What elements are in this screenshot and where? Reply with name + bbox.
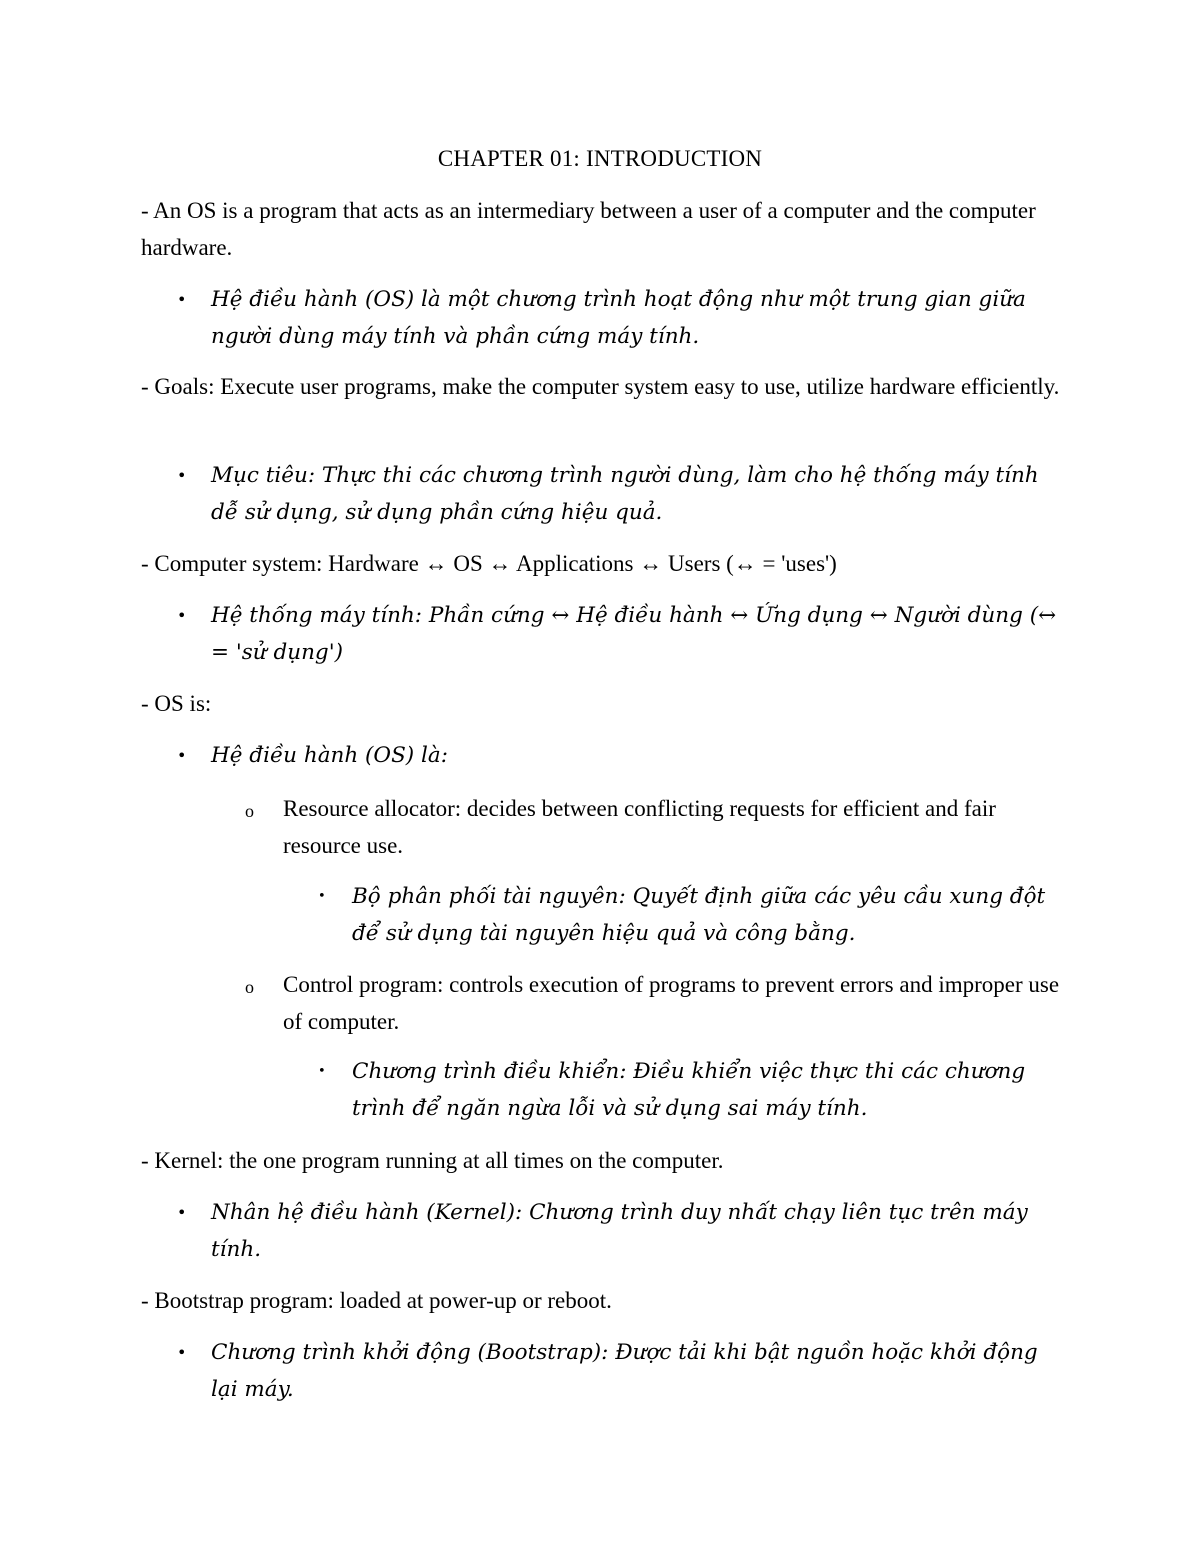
bullet-os-is-vi bbox=[177, 737, 1071, 774]
bullet-dot-icon: • bbox=[318, 889, 326, 904]
bullet-dot-icon: • bbox=[177, 1343, 187, 1362]
bullet-control-program-vi bbox=[318, 1053, 1072, 1127]
bullet-text: Hệ điều hành (OS) là một chương trình hoạt động như một trung gian giữa người dùng máy tính và phần cứng máy tính. bbox=[211, 287, 1026, 349]
bullet-text: Bộ phân phối tài nguyên: Quyết định giữa các yêu cầu xung đột để sử dụng tài nguyên hiệu quả và công bằng. bbox=[352, 884, 1046, 946]
bullet-kernel-vi bbox=[177, 1194, 1071, 1268]
bullet-text: Hệ thống máy tính: Phần cứng ↔ Hệ điều hành ↔ Ứng dụng ↔ Người dùng (↔ = 'sử dụng') bbox=[211, 603, 1057, 665]
paragraph-bootstrap: - Bootstrap program: loaded at power-up or reboot. bbox=[141, 1288, 612, 1313]
bullet-text: Chương trình khởi động (Bootstrap): Được tải khi bật nguồn hoặc khởi động lại máy. bbox=[211, 1340, 1038, 1402]
bullet-dot-icon: • bbox=[177, 606, 187, 625]
sub-item-resource-allocator bbox=[245, 790, 1073, 864]
bullet-text: Mục tiêu: Thực thi các chương trình người dùng, làm cho hệ thống máy tính dễ sử dụng, sử dụng phần cứng hiệu quả. bbox=[211, 463, 1039, 525]
bullet-text: Nhân hệ điều hành (Kernel): Chương trình duy nhất chạy liên tục trên máy tính. bbox=[211, 1200, 1028, 1262]
bullet-goals-vi bbox=[177, 457, 1071, 531]
bullet-dot-icon: • bbox=[177, 290, 187, 309]
bullet-computer-system-vi bbox=[177, 597, 1071, 671]
paragraph-kernel: - Kernel: the one program running at all times on the computer. bbox=[141, 1148, 724, 1173]
sub-item-text: Control program: controls execution of programs to prevent errors and improper use of computer. bbox=[283, 972, 1060, 1034]
sub-item-text: Resource allocator: decides between conflicting requests for efficient and fair resource use. bbox=[283, 796, 996, 858]
bullet-dot-icon: • bbox=[177, 746, 187, 765]
paragraph-os-definition: - An OS is a program that acts as an intermediary between a user of a computer and the computer hardware. bbox=[141, 198, 1036, 260]
bullet-dot-icon: • bbox=[177, 1203, 187, 1222]
circle-bullet-icon: o bbox=[245, 977, 254, 997]
bullet-bootstrap-vi bbox=[177, 1334, 1071, 1408]
sub-item-control-program bbox=[245, 966, 1073, 1040]
bullet-dot-icon: • bbox=[177, 466, 187, 485]
circle-bullet-icon: o bbox=[245, 801, 254, 821]
paragraph-os-is: - OS is: bbox=[141, 691, 212, 716]
bullet-resource-allocator-vi bbox=[318, 878, 1072, 952]
paragraph-goals: - Goals: Execute user programs, make the computer system easy to use, utilize hardware efficiently. bbox=[141, 374, 1060, 399]
bullet-os-definition-vi bbox=[177, 281, 1071, 355]
bullet-text: Chương trình điều khiển: Điều khiển việc thực thi các chương trình để ngăn ngừa lỗi và sử dụng sai máy tính. bbox=[352, 1059, 1026, 1121]
page-title: CHAPTER 01: INTRODUCTION bbox=[437, 146, 763, 171]
bullet-text: Hệ điều hành (OS) là: bbox=[211, 743, 448, 768]
bullet-dot-icon: • bbox=[318, 1064, 326, 1079]
paragraph-computer-system: - Computer system: Hardware ↔ OS ↔ Applications ↔ Users (↔ = 'uses') bbox=[141, 551, 837, 576]
